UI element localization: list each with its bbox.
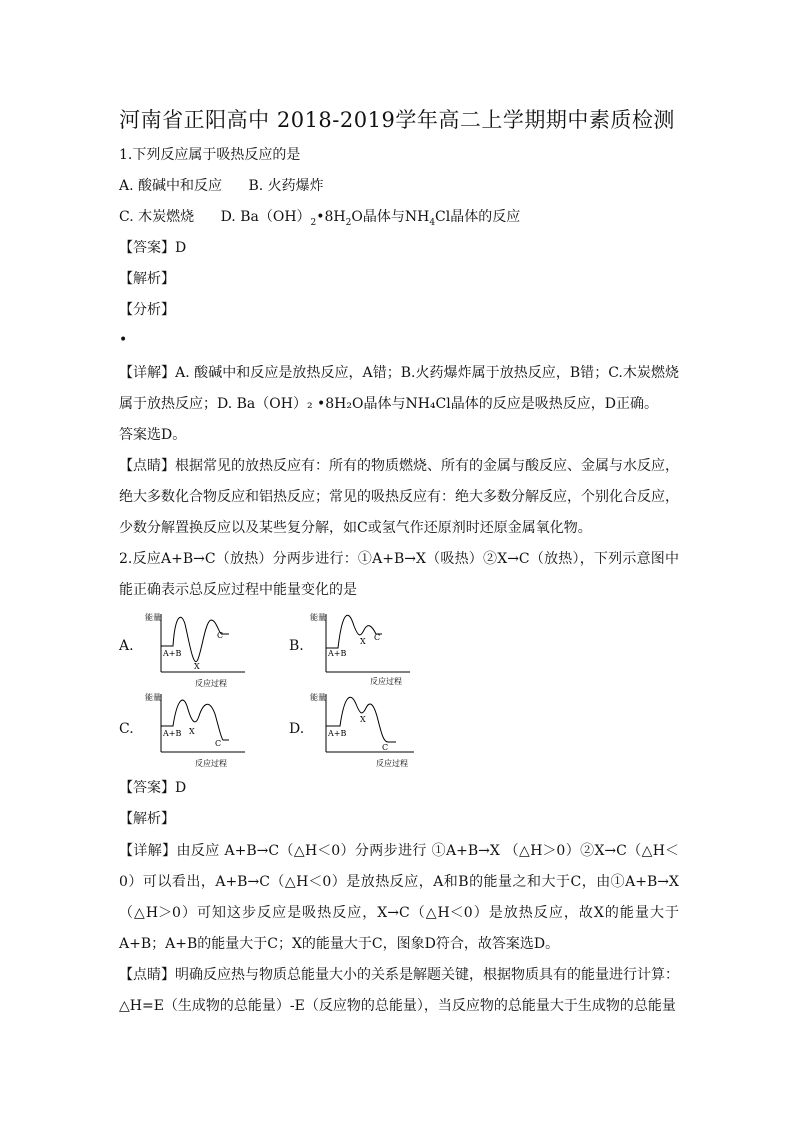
q1-stem: 1.下列反应属于吸热反应的是 xyxy=(119,147,301,163)
graph-label-d: D. xyxy=(289,721,305,737)
q1-fenxi-heading: 【分析】 xyxy=(119,302,175,318)
q1-option-a: A. 酸碱中和反应 xyxy=(119,178,223,194)
energy-diagram-b xyxy=(310,606,415,688)
energy-diagram-a xyxy=(145,606,250,688)
q2-jiexi-heading: 【解析】 xyxy=(119,811,175,827)
graph-label-c: C. xyxy=(119,721,134,737)
xlabel-c: 反应过程 xyxy=(195,759,227,768)
ylabel-d: 能量 xyxy=(310,693,326,702)
ylabel-b: 能量 xyxy=(310,613,326,622)
q2-stem: 2.反应A+B→C（放热）分两步进行：①A+B→X（吸热）②X→C（放热），下列示意图中能正确表示总反应过程中能量变化的是 xyxy=(119,551,679,598)
x-label-b: X xyxy=(360,637,366,646)
graph-label-a: A. xyxy=(119,638,134,654)
ylabel-a: 能量 xyxy=(145,613,161,622)
energy-diagram-d xyxy=(310,686,420,768)
ab-label-d: A+B xyxy=(328,729,347,738)
q1-dianjing: 【点睛】根据常见的放热反应有：所有的物质燃烧、所有的金属与酸反应、金属与水反应，绝大多数化合物反应和铝热反应；常见的吸热反应有：绝大多数分解反应，个别化合反应，少数分解置换反应以及某些复分解，如C或氢气作还原剂时还原金属氧化物。 xyxy=(119,458,679,536)
c-label-a: C xyxy=(217,631,224,640)
q1-options-cd xyxy=(119,207,520,233)
q1-option-b: B. 火药爆炸 xyxy=(248,178,324,194)
x-label-c: X xyxy=(189,727,195,736)
q1-answer: 【答案】D xyxy=(119,240,187,256)
graph-label-b: B. xyxy=(289,638,304,654)
q1-option-c: C. 木炭燃烧 xyxy=(119,209,195,225)
x-label-a: X xyxy=(194,662,200,671)
q2-detail: 【详解】由反应 A+B→C（△H＜0）分两步进行 ①A+B→X （△H＞0）②X→C（△H＜0）可以看出，A+B→C（△H＜0）是放热反应，A和B的能量之和大于C，由①A+B→X （△H＞0）可知这步反应是吸热反应，X→C（△H＜0）是放热反应，故X的能量大于A+B；A+B的能量大于C；X的能量大于C，图象D符合，故答案选D。 xyxy=(119,843,679,952)
q1-jiexi-heading: 【解析】 xyxy=(119,271,175,287)
xlabel-a: 反应过程 xyxy=(195,679,227,688)
q1-options-ab xyxy=(119,176,324,196)
xlabel-b: 反应过程 xyxy=(370,677,402,686)
c-label-b: C xyxy=(374,633,381,642)
x-label-d: X xyxy=(360,715,366,724)
ab-label-a: A+B xyxy=(163,649,182,658)
bullet-mark: • xyxy=(119,332,128,348)
ab-label-c: A+B xyxy=(163,729,182,738)
q2-dianjing: 【点睛】明确反应热与物质总能量大小的关系是解题关键，根据物质具有的能量进行计算：△H=E（生成物的总能量）-E（反应物的总能量），当反应物的总能量大于生成物的总能量 xyxy=(119,967,679,1014)
ab-label-b: A+B xyxy=(328,649,347,658)
ylabel-c: 能量 xyxy=(145,693,161,702)
q1-detail: 【详解】A. 酸碱中和反应是放热反应，A错；B.火药爆炸属于放热反应，B错；C.木炭燃烧属于放热反应；D. Ba（OH）₂ •8H₂O晶体与NH₄Cl晶体的反应是吸热反应，D正确。 答案选D。 xyxy=(119,365,679,443)
xlabel-d: 反应过程 xyxy=(376,759,408,768)
energy-diagram-c xyxy=(145,686,250,768)
page-title: 河南省正阳高中 2018-2019学年高二上学期期中素质检测 xyxy=(119,108,675,132)
c-label-c: C xyxy=(215,739,222,748)
q1-option-d: D. $Ba(OH)_2•8H_2O$晶体与$NH_4Cl$晶体的反应 xyxy=(220,209,521,228)
q2-answer: 【答案】D xyxy=(119,780,187,796)
c-label-d: C xyxy=(382,743,389,752)
